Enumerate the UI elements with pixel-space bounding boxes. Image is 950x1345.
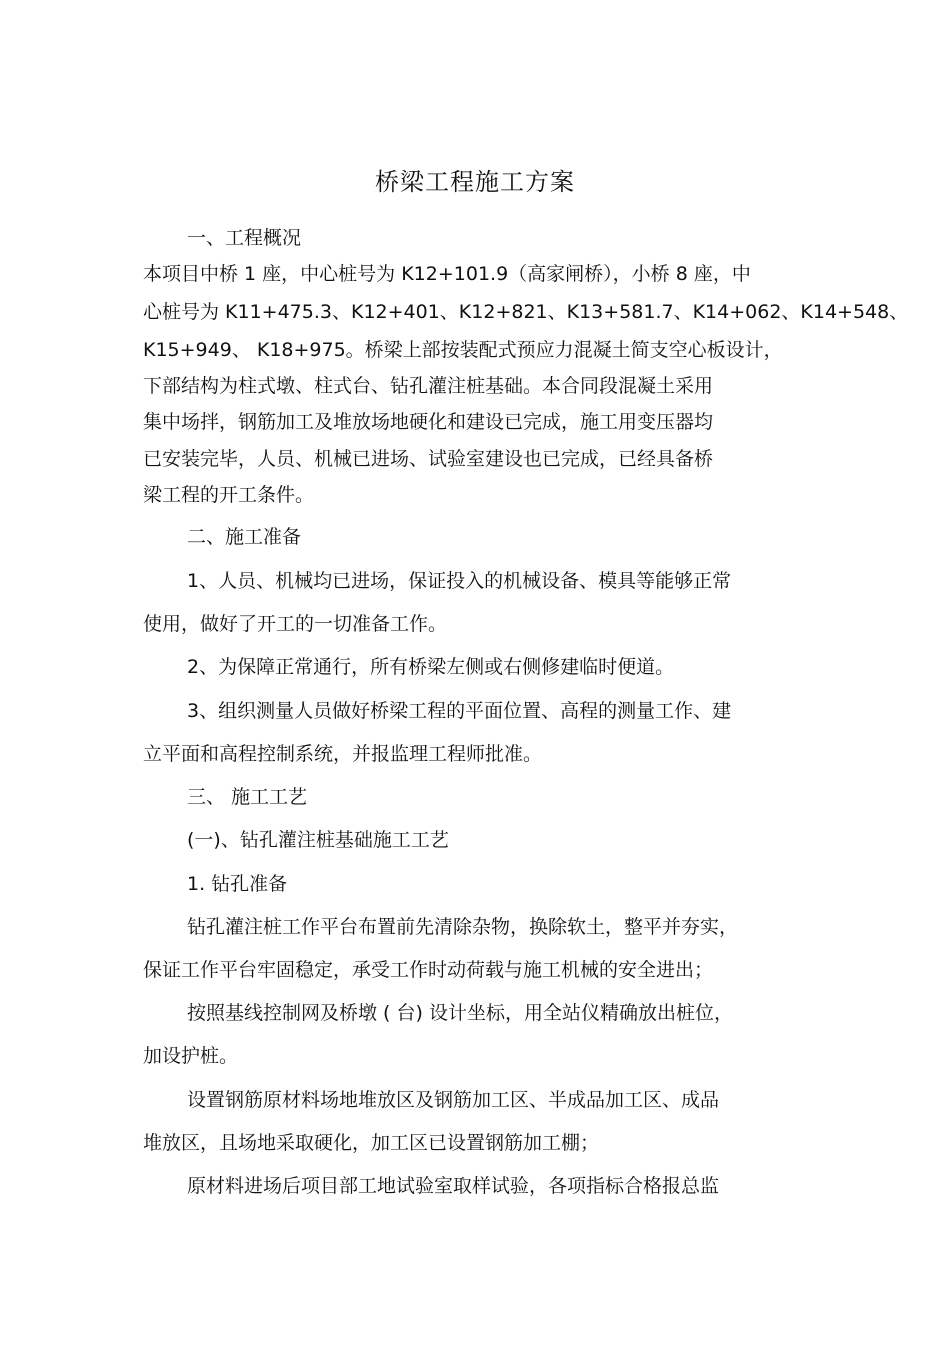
paragraph-line: 设置钢筋原材料场地堆放区及钢筋加工区、半成品加工区、成品 xyxy=(187,1089,720,1111)
paragraph-line: 集中场拌，钢筋加工及堆放场地硬化和建设已完成，施工用变压器均 xyxy=(143,411,714,433)
section-heading: 三、 施工工艺 xyxy=(187,786,308,808)
subsection-heading: 1. 钻孔准备 xyxy=(187,873,288,895)
document-title: 桥梁工程施工方案 xyxy=(375,168,575,196)
paragraph-line: 使用，做好了开工的一切准备工作。 xyxy=(143,613,448,635)
paragraph-line: 3、组织测量人员做好桥梁工程的平面位置、高程的测量工作、建 xyxy=(187,700,732,722)
section-heading: 一、工程概况 xyxy=(187,227,302,249)
paragraph-line: 堆放区，且场地采取硬化，加工区已设置钢筋加工棚； xyxy=(143,1132,600,1154)
paragraph-line: 按照基线控制网及桥墩 ( 台) 设计坐标，用全站仪精确放出桩位， xyxy=(187,1002,733,1024)
paragraph-line: 1、人员、机械均已进场，保证投入的机械设备、模具等能够正常 xyxy=(187,570,732,592)
paragraph-line: 下部结构为柱式墩、柱式台、钻孔灌注桩基础。本合同段混凝土采用 xyxy=(143,375,714,397)
subsection-heading: (一)、钻孔灌注桩基础施工工艺 xyxy=(187,829,449,851)
paragraph-line: 保证工作平台牢固稳定，承受工作时动荷载与施工机械的安全进出； xyxy=(143,959,714,981)
paragraph-line: 立平面和高程控制系统，并报监理工程师批准。 xyxy=(143,743,543,765)
paragraph-line: K15+949、 K18+975。桥梁上部按装配式预应力混凝土简支空心板设计， xyxy=(143,339,783,361)
paragraph-line: 已安装完毕，人员、机械已进场、试验室建设也已完成，已经具备桥 xyxy=(143,448,714,470)
paragraph-line: 梁工程的开工条件。 xyxy=(143,484,315,506)
paragraph-line: 本项目中桥 1 座，中心桩号为 K12+101.9（高家闸桥），小桥 8 座，中 xyxy=(143,263,751,285)
paragraph-line: 2、为保障正常通行，所有桥梁左侧或右侧修建临时便道。 xyxy=(187,656,675,678)
paragraph-line: 加设护桩。 xyxy=(143,1045,239,1067)
paragraph-line: 心桩号为 K11+475.3、K12+401、K12+821、K13+581.7、K14+062、K14+548、 xyxy=(143,301,909,323)
paragraph-line: 钻孔灌注桩工作平台布置前先清除杂物，换除软土，整平并夯实， xyxy=(187,916,739,938)
section-heading: 二、施工准备 xyxy=(187,526,302,548)
paragraph-line: 原材料进场后项目部工地试验室取样试验，各项指标合格报总监 xyxy=(187,1175,720,1197)
